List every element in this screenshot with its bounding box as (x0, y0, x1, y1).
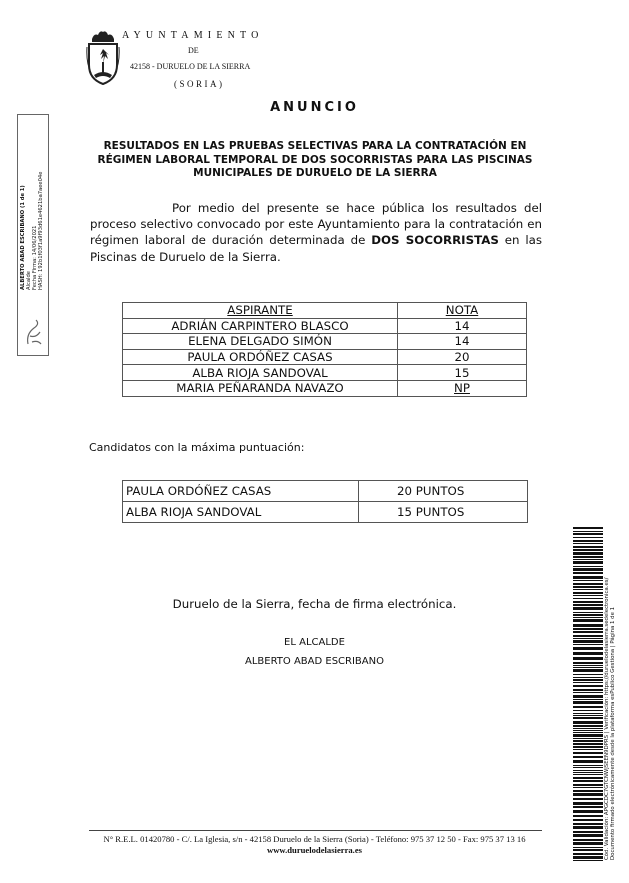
body-paragraph (90, 200, 542, 265)
stamp-line-1: ALBERTO ABAD ESCRIBANO (1 de 1) (20, 185, 26, 290)
header-line-4: (SORIA) (174, 79, 225, 89)
candidate-points: 20 PUNTOS (359, 481, 528, 502)
stamp-line-3: Fecha Firma: 14/06/2021 (32, 225, 38, 290)
candidates-label: Candidatos con la máxima puntuación: (89, 441, 305, 454)
candidate-points: 15 PUNTOS (359, 502, 528, 523)
results-header-row (123, 303, 527, 319)
applicant-score: 14 (398, 318, 527, 334)
verification-line-2: Documento firmado electrónicamente desde la plataforma esPublico Gestiona | Página 1 de 1 (610, 606, 617, 860)
signature-stamp-text (20, 130, 44, 290)
applicant-score: 15 (398, 365, 527, 381)
body-text-part-2: en las Piscinas de Duruelo de la Sierra. (90, 233, 543, 264)
applicant-score: NP (398, 380, 527, 396)
body-text-part-1: Por medio del presente se hace pública los resultados del proceso selectivo convocado por este Ayuntamiento para la contratación en régimen laboral de duración determinada de (90, 201, 542, 248)
table-row (123, 318, 527, 334)
applicant-name: ADRIÁN CARPINTERO BLASCO (123, 318, 398, 334)
signer-role: EL ALCALDE (284, 637, 345, 648)
candidate-name: PAULA ORDÓÑEZ CASAS (123, 481, 359, 502)
document-title: ANUNCIO (270, 100, 359, 115)
applicant-name: MARIA PEÑARANDA NAVAZO (123, 380, 398, 396)
header-line-3: 42158 - DURUELO DE LA SIERRA (130, 62, 251, 71)
body-text-bold: DOS SOCORRISTAS (371, 233, 499, 248)
header-line-2: DE (188, 46, 199, 55)
table-row (123, 380, 527, 396)
handwritten-signature-mark (24, 316, 44, 348)
stamp-line-4: HASH: 192b1f03f1a9f93d61e4621ba7aee04e (38, 171, 44, 290)
table-row (123, 481, 528, 502)
table-row (123, 349, 527, 365)
verification-text (604, 530, 617, 860)
results-header-applicant: ASPIRANTE (123, 303, 398, 319)
validation-barcode (573, 527, 603, 861)
table-row (123, 502, 528, 523)
signer-name: ALBERTO ABAD ESCRIBANO (245, 656, 384, 667)
table-row (123, 365, 527, 381)
footer-address: N° R.E.L. 01420780 - C/. La Iglesia, s/n - 42158 Duruelo de la Sierra (Soria) - Teléfono: 975 37 12 50 - Fax: 975 37 13 16 (103, 834, 526, 844)
results-table (122, 302, 527, 397)
applicant-score: 20 (398, 349, 527, 365)
stamp-line-2: Alcalde (26, 271, 32, 290)
verification-line-1: Cód. Validación: APGCDC7GTCNWJSEEN9DPRS | Verificación: https://duruelodelasierra.sedelectronica.es/ (604, 577, 610, 860)
results-header-score: NOTA (398, 303, 527, 319)
applicant-name: PAULA ORDÓÑEZ CASAS (123, 349, 398, 365)
applicant-name: ALBA RIOJA SANDOVAL (123, 365, 398, 381)
municipal-crest-logo (86, 29, 120, 85)
applicant-score: 14 (398, 334, 527, 350)
footer-divider (89, 830, 542, 831)
header-line-1: AYUNTAMIENTO (122, 30, 264, 41)
candidate-name: ALBA RIOJA SANDOVAL (123, 502, 359, 523)
footer-website: www.duruelodelasierra.es (266, 845, 362, 855)
applicant-name: ELENA DELGADO SIMÓN (123, 334, 398, 350)
top-candidates-table (122, 480, 528, 523)
place-and-date: Duruelo de la Sierra, fecha de firma electrónica. (172, 597, 457, 611)
document-subject: RESULTADOS EN LAS PRUEBAS SELECTIVAS PARA LA CONTRATACIÓN EN RÉGIMEN LABORAL TEMPORAL DE DOS SOCORRISTAS PARA LAS PISCINAS MUNICIPALES DE DURUELO DE LA SIERRA (97, 140, 533, 179)
table-row (123, 334, 527, 350)
